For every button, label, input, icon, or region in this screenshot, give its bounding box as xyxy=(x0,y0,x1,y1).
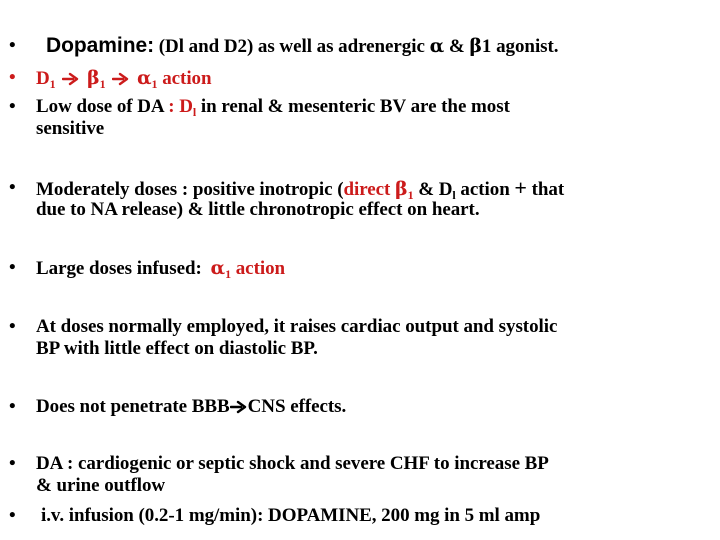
that-text: that xyxy=(531,179,565,200)
bullet-marker: • xyxy=(9,505,16,526)
low-dose-label: Low dose of DA xyxy=(36,96,164,117)
bullet-line-2: sensitive xyxy=(36,118,105,139)
drug-name: Dopamine: xyxy=(46,34,155,57)
plus-sign: + xyxy=(514,175,527,200)
d-symbol: D xyxy=(36,68,50,89)
beta-index: 1 xyxy=(481,36,492,57)
beta-symbol: β xyxy=(469,35,482,57)
large-dose-label: Large doses infused: xyxy=(36,258,202,279)
d-receptor-text: : D xyxy=(168,96,193,117)
d-subscript: l xyxy=(192,105,197,119)
agonist-text: agonist. xyxy=(496,36,559,57)
bullet-line-1: DA : cardiogenic or septic shock and severe CHF to increase BP xyxy=(36,453,549,474)
alpha-symbol: α xyxy=(429,35,445,57)
beta-subscript: 1 xyxy=(407,188,414,202)
bullet-line-1: At doses normally employed, it raises cardiac output and systolic xyxy=(36,316,558,337)
bullet-marker: • xyxy=(9,67,16,88)
bullet-line-2: due to NA release) & little chronotropic effect on heart. xyxy=(36,199,480,220)
bullet-text xyxy=(36,396,346,418)
beta-subscript: 1 xyxy=(99,77,106,91)
bullet-line-2: BP with little effect on diastolic BP. xyxy=(36,338,318,359)
low-dose-detail: in renal & mesenteric BV are the most xyxy=(200,96,510,117)
bullet-text xyxy=(36,257,285,285)
action-text: action xyxy=(235,258,286,279)
action-text: action xyxy=(162,68,212,89)
d-subscript: l xyxy=(452,188,456,202)
receptor-text: (Dl and D2) as well as adrenergic xyxy=(158,36,425,57)
bullet-marker: • xyxy=(9,396,16,417)
arrow-right-icon xyxy=(230,400,248,414)
bullet-marker: • xyxy=(9,316,16,337)
alpha-symbol: α xyxy=(136,67,152,89)
direct-text: direct xyxy=(343,179,391,200)
alpha-subscript: 1 xyxy=(151,77,158,91)
bullet-marker: • xyxy=(9,96,16,117)
bullet-marker: • xyxy=(9,177,16,198)
alpha-symbol: α xyxy=(210,257,226,279)
bullet-line-2: & urine outflow xyxy=(36,475,166,496)
bullet-text xyxy=(36,67,212,95)
bullet-line-1 xyxy=(36,96,510,123)
arrow-right-icon xyxy=(112,72,130,86)
moderate-dose-label: Moderately doses : positive inotropic ( xyxy=(36,179,344,200)
ampersand: & xyxy=(448,36,465,57)
beta-symbol: β xyxy=(87,67,100,89)
bullet-text xyxy=(46,35,559,58)
and-d-text: & D xyxy=(418,179,453,200)
bullet-text: i.v. infusion (0.2-1 mg/min): DOPAMINE, 200 mg in 5 ml amp xyxy=(41,505,541,526)
bullet-marker: • xyxy=(9,453,16,474)
bullet-marker: • xyxy=(9,35,16,56)
d-subscript: 1 xyxy=(49,77,56,91)
cns-text: CNS effects. xyxy=(247,396,347,417)
action-text: action xyxy=(460,179,510,200)
bullet-marker: • xyxy=(9,257,16,278)
alpha-subscript: 1 xyxy=(225,267,232,281)
bbb-text: Does not penetrate BBB xyxy=(36,396,230,417)
beta-symbol: β xyxy=(395,178,408,200)
arrow-right-icon xyxy=(62,72,80,86)
